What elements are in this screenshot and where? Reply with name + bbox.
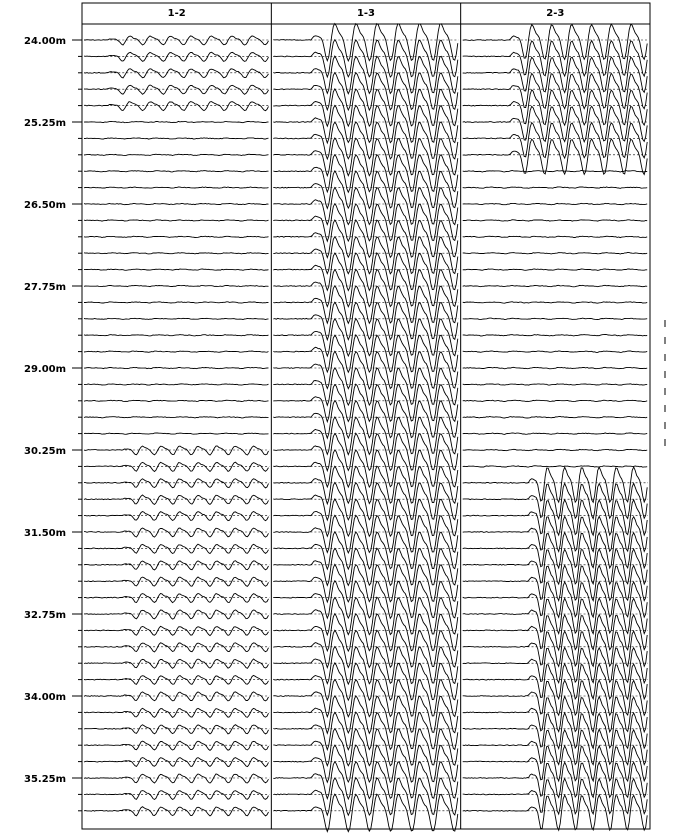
waveform-trace-2-3: [463, 302, 648, 304]
depth-tick-label: 35.25m: [24, 774, 67, 785]
waveform-trace-1-2: [84, 85, 269, 94]
waveform-trace-2-3: [463, 73, 648, 108]
waveform-trace-1-2: [84, 561, 269, 570]
waveform-trace-1-2: [84, 462, 269, 471]
waveform-trace-1-2: [84, 102, 269, 111]
waveform-trace-2-3: [463, 433, 648, 435]
waveform-trace-1-2: [84, 479, 269, 488]
waveform-trace-1-2: [84, 253, 269, 254]
waveform-trace-2-3: [463, 41, 648, 77]
waveform-trace-2-3: [463, 746, 648, 781]
waveform-trace-2-3: [463, 24, 648, 59]
depth-tick-label: 26.50m: [24, 200, 67, 211]
waveform-trace-1-2: [84, 528, 269, 537]
waveform-trace-2-3: [463, 367, 648, 369]
waveform-trace-1-2: [84, 302, 269, 303]
waveform-trace-2-3: [463, 648, 648, 683]
waveform-trace-1-2: [84, 351, 269, 352]
waveform-trace-2-3: [463, 795, 648, 830]
waveform-trace-1-3: [273, 24, 458, 61]
waveform-trace-1-2: [84, 495, 269, 504]
waveform-trace-2-3: [463, 335, 648, 337]
waveform-trace-1-2: [84, 171, 269, 172]
waveform-trace-1-2: [84, 675, 269, 684]
waveform-trace-1-2: [84, 203, 269, 204]
waveform-trace-2-3: [463, 123, 648, 159]
waveform-trace-1-2: [84, 807, 269, 816]
waveform-trace-2-3: [463, 269, 648, 271]
waveform-trace-1-2: [84, 692, 269, 701]
waveform-trace-2-3: [463, 285, 648, 287]
depth-tick-label: 24.00m: [24, 36, 67, 47]
waveform-trace-2-3: [463, 139, 648, 175]
waveform-trace-2-3: [463, 351, 648, 353]
waveform-trace-1-2: [84, 52, 269, 61]
waveform-trace-2-3: [463, 779, 648, 815]
waveform-trace-1-2: [84, 285, 269, 286]
panel-label-2-3: 2-3: [546, 8, 565, 19]
waveform-trace-2-3: [463, 187, 648, 189]
waveform-trace-2-3: [463, 615, 648, 650]
waveform-trace-1-2: [84, 69, 269, 78]
waveform-trace-2-3: [463, 417, 648, 419]
waveform-trace-2-3: [463, 57, 648, 92]
waveform-trace-1-2: [84, 708, 269, 717]
waveform-trace-1-2: [84, 236, 269, 237]
waveform-trace-1-2: [84, 758, 269, 767]
waveform-trace-1-2: [84, 544, 269, 553]
waveform-trace-1-2: [84, 790, 269, 799]
waveform-trace-1-2: [84, 577, 269, 586]
waveform-trace-2-3: [463, 203, 648, 205]
waveform-trace-1-2: [84, 433, 269, 434]
waveform-trace-1-2: [84, 154, 269, 155]
waveform-trace-2-3: [463, 253, 648, 255]
waveform-trace-1-2: [84, 384, 269, 385]
waveform-trace-1-2: [84, 594, 269, 603]
panel-label-1-2: 1-2: [167, 8, 186, 19]
waveform-trace-2-3: [463, 384, 648, 385]
waveform-trace-1-2: [84, 36, 269, 45]
waveform-trace-1-2: [84, 725, 269, 734]
waveform-trace-1-2: [84, 269, 269, 270]
waveform-trace-1-2: [84, 335, 269, 336]
depth-tick-label: 31.50m: [24, 528, 67, 539]
waveform-trace-2-3: [463, 318, 648, 320]
waveform-trace-2-3: [463, 90, 648, 125]
waveform-trace-2-3: [463, 582, 648, 617]
panel-label-1-3: 1-3: [356, 8, 376, 19]
depth-tick-label: 32.75m: [24, 610, 67, 621]
waveform-trace-2-3: [463, 449, 648, 450]
waveform-trace-1-2: [84, 400, 269, 401]
waveform-trace-1-2: [84, 774, 269, 783]
waveform-trace-1-2: [84, 417, 269, 418]
waveform-trace-1-2: [84, 446, 269, 455]
waveform-trace-1-2: [84, 643, 269, 652]
waveform-trace-1-2: [84, 121, 269, 122]
depth-tick-label: 25.25m: [24, 118, 67, 129]
waveform-trace-2-3: [463, 236, 648, 237]
depth-tick-label: 27.75m: [24, 282, 67, 293]
depth-tick-label: 34.00m: [24, 692, 67, 703]
waveform-trace-2-3: [463, 106, 648, 142]
waveform-trace-1-2: [84, 318, 269, 319]
depth-tick-label: 29.00m: [24, 364, 67, 375]
waveform-trace-2-3: [463, 400, 648, 401]
waveform-trace-1-2: [84, 610, 269, 619]
waveform-trace-2-3: [463, 171, 648, 173]
waveform-trace-1-2: [84, 626, 269, 635]
waveform-trace-2-3: [463, 516, 648, 551]
waveform-trace-1-2: [84, 512, 269, 521]
waveform-trace-1-2: [84, 659, 269, 668]
waveform-trace-1-2: [84, 367, 269, 368]
waveform-trace-1-2: [84, 220, 269, 221]
waveform-trace-1-2: [84, 741, 269, 750]
waveform-trace-2-3: [463, 467, 648, 502]
waveform-trace-1-2: [84, 138, 269, 139]
waveform-trace-2-3: [463, 220, 648, 221]
waveform-trace-1-2: [84, 187, 269, 188]
depth-tick-label: 30.25m: [24, 446, 67, 457]
waveform-trace-2-3: [463, 466, 648, 468]
